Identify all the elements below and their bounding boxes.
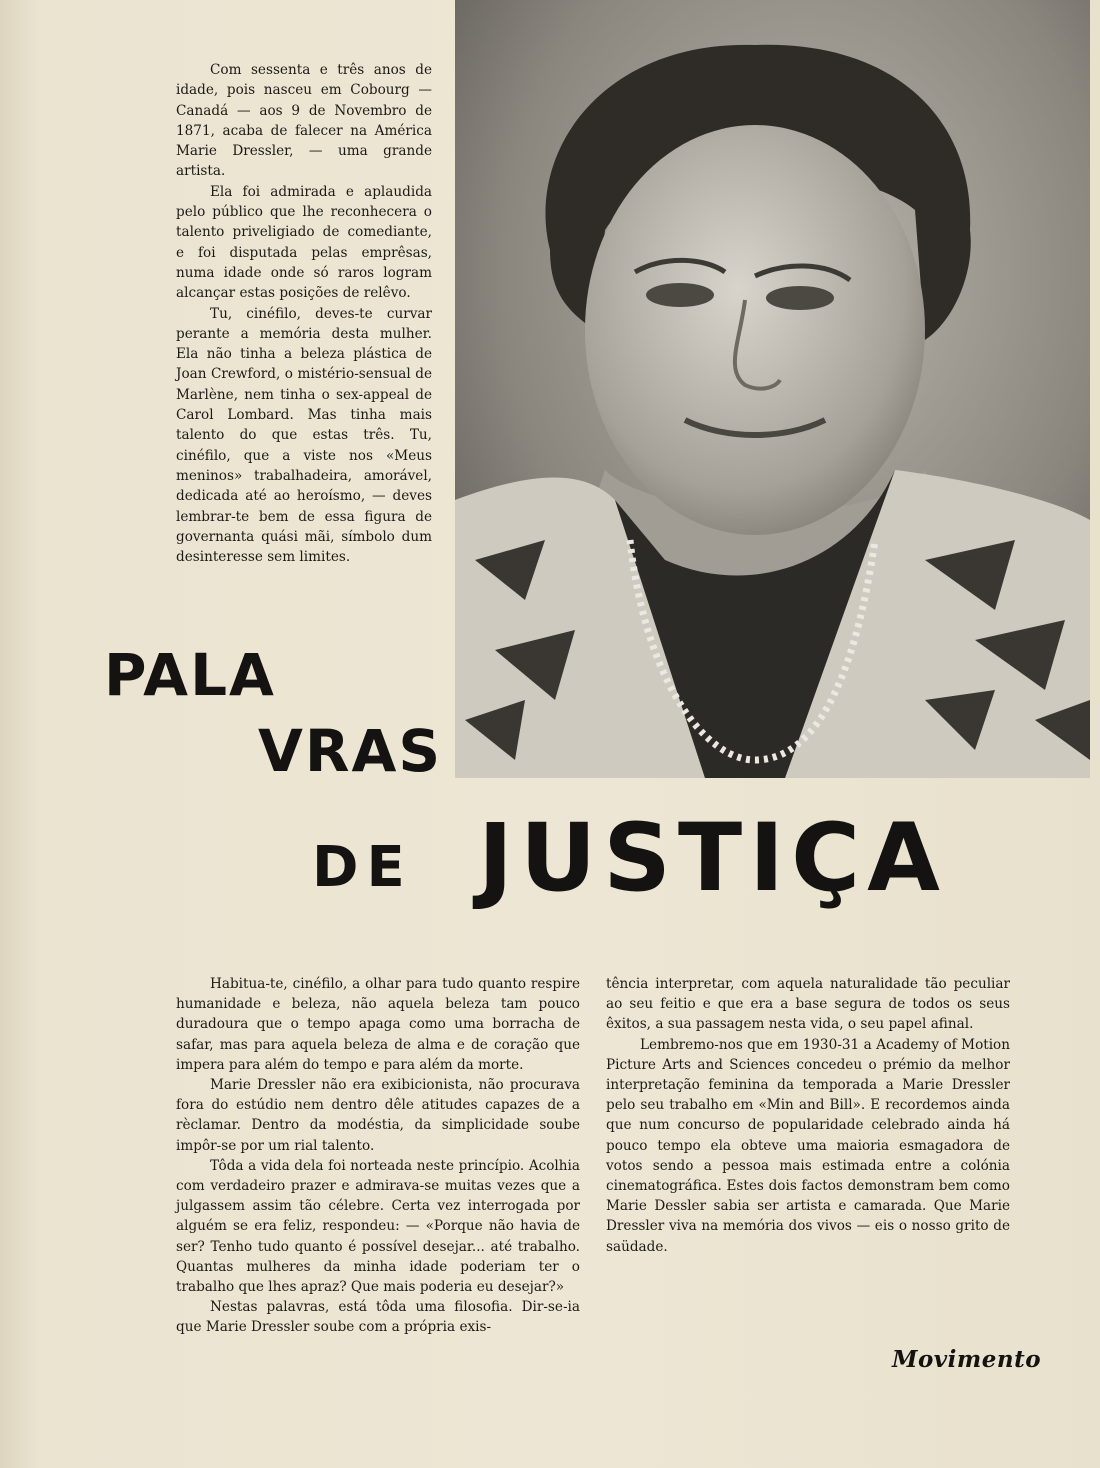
- signature: Movimento: [892, 1346, 1042, 1373]
- article-paragraph: Tôda a vida dela foi norteada neste princípio. Acolhia com verdadeiro prazer e admirava-se muitas vezes que a julgassem assim tão célebre. Certa vez interrogada por alguém se era feliz, respondeu: — «Porque não havia de ser? Tenho tudo quanto é possível desejar... até trabalho. Quantas mulheres da minha idade poderiam ter o trabalho que lhes apraz? Que mais poderia eu desejar?»: [176, 1157, 580, 1296]
- headline-part-3: DE: [312, 835, 413, 900]
- headline-part-2: VRAS: [258, 717, 443, 785]
- article-paragraph: tência interpretar, com aquela naturalidade tão peculiar ao seu feitio e que era a base segura de todos os seus êxitos, a sua passagem nesta vida, o seu papel afinal.: [606, 976, 1010, 1033]
- article-paragraph: Habitua-te, cinéfilo, a olhar para tudo quanto respire humanidade e beleza, não aquela beleza tam pouco duradoura que o tempo apaga como uma borracha de safar, mas para aquela beleza de alma e de coração que impera para além do tempo e para além da morte.: [176, 976, 580, 1073]
- headline-part-4: JUSTIÇA: [478, 804, 947, 913]
- intro-paragraph: Ela foi admirada e aplaudida pelo público que lhe reconhecera o talento priveligiado de comediante, e foi disputada pelas emprêsas, numa idade onde só raros logram alcançar estas posições de relêvo.: [176, 183, 432, 302]
- article-paragraph: Marie Dressler não era exibicionista, não procurava fora do estúdio nem dentro dêle atitudes capazes de a rèclamar. Dentro da modéstia, da simplicidade soube impôr-se por um rial talento.: [176, 1077, 580, 1154]
- headline-part-1: PALA: [104, 641, 276, 709]
- article-paragraph: Lembremo-nos que em 1930-31 a Academy of Motion Picture Arts and Sciences concedeu o prémio da melhor interpretação feminina da temporada a Marie Dressler pelo seu trabalho em «Min and Bill». E recordemos ainda que num concurso de popularidade celebrado ainda há pouco tempo ela obteve uma maioria esmagadora de votos sendo a pessoa mais estimada entre a colónia cinematográfica. Estes dois factos demonstram bem como Marie Dessler sabia ser artista e camarada. Que Marie Dressler viva na memória dos vivos — eis o nosso grito de saüdade.: [606, 1036, 1010, 1255]
- intro-text: [176, 60, 432, 567]
- article-column-right: [606, 974, 1010, 1257]
- intro-paragraph: Tu, cinéfilo, deves-te curvar perante a memória desta mulher. Ela não tinha a beleza plástica de Joan Crewford, o mistério-sensual de Marlène, nem tinha o sex-appeal de Carol Lombard. Mas tinha mais talento do que estas três. Tu, cinéfilo, que a viste nos «Meus meninos» trabalhadeira, amorável, dedicada até ao heroísmo, — deves lembrar-te bem de essa figura de governanta quási mãi, símbolo dum desinteresse sem limites.: [176, 305, 432, 566]
- intro-paragraph: Com sessenta e três anos de idade, pois nasceu em Cobourg — Canadá — aos 9 de Novembro de 1871, acaba de falecer na América Marie Dressler, — uma grande artista.: [176, 62, 432, 180]
- article-column-left: [176, 974, 580, 1338]
- article-paragraph: Nestas palavras, está tôda uma filosofia. Dir-se-ia que Marie Dressler soube com a própria exis-: [176, 1299, 580, 1336]
- portrait-illustration: [455, 0, 1090, 778]
- portrait-photo: [455, 0, 1090, 778]
